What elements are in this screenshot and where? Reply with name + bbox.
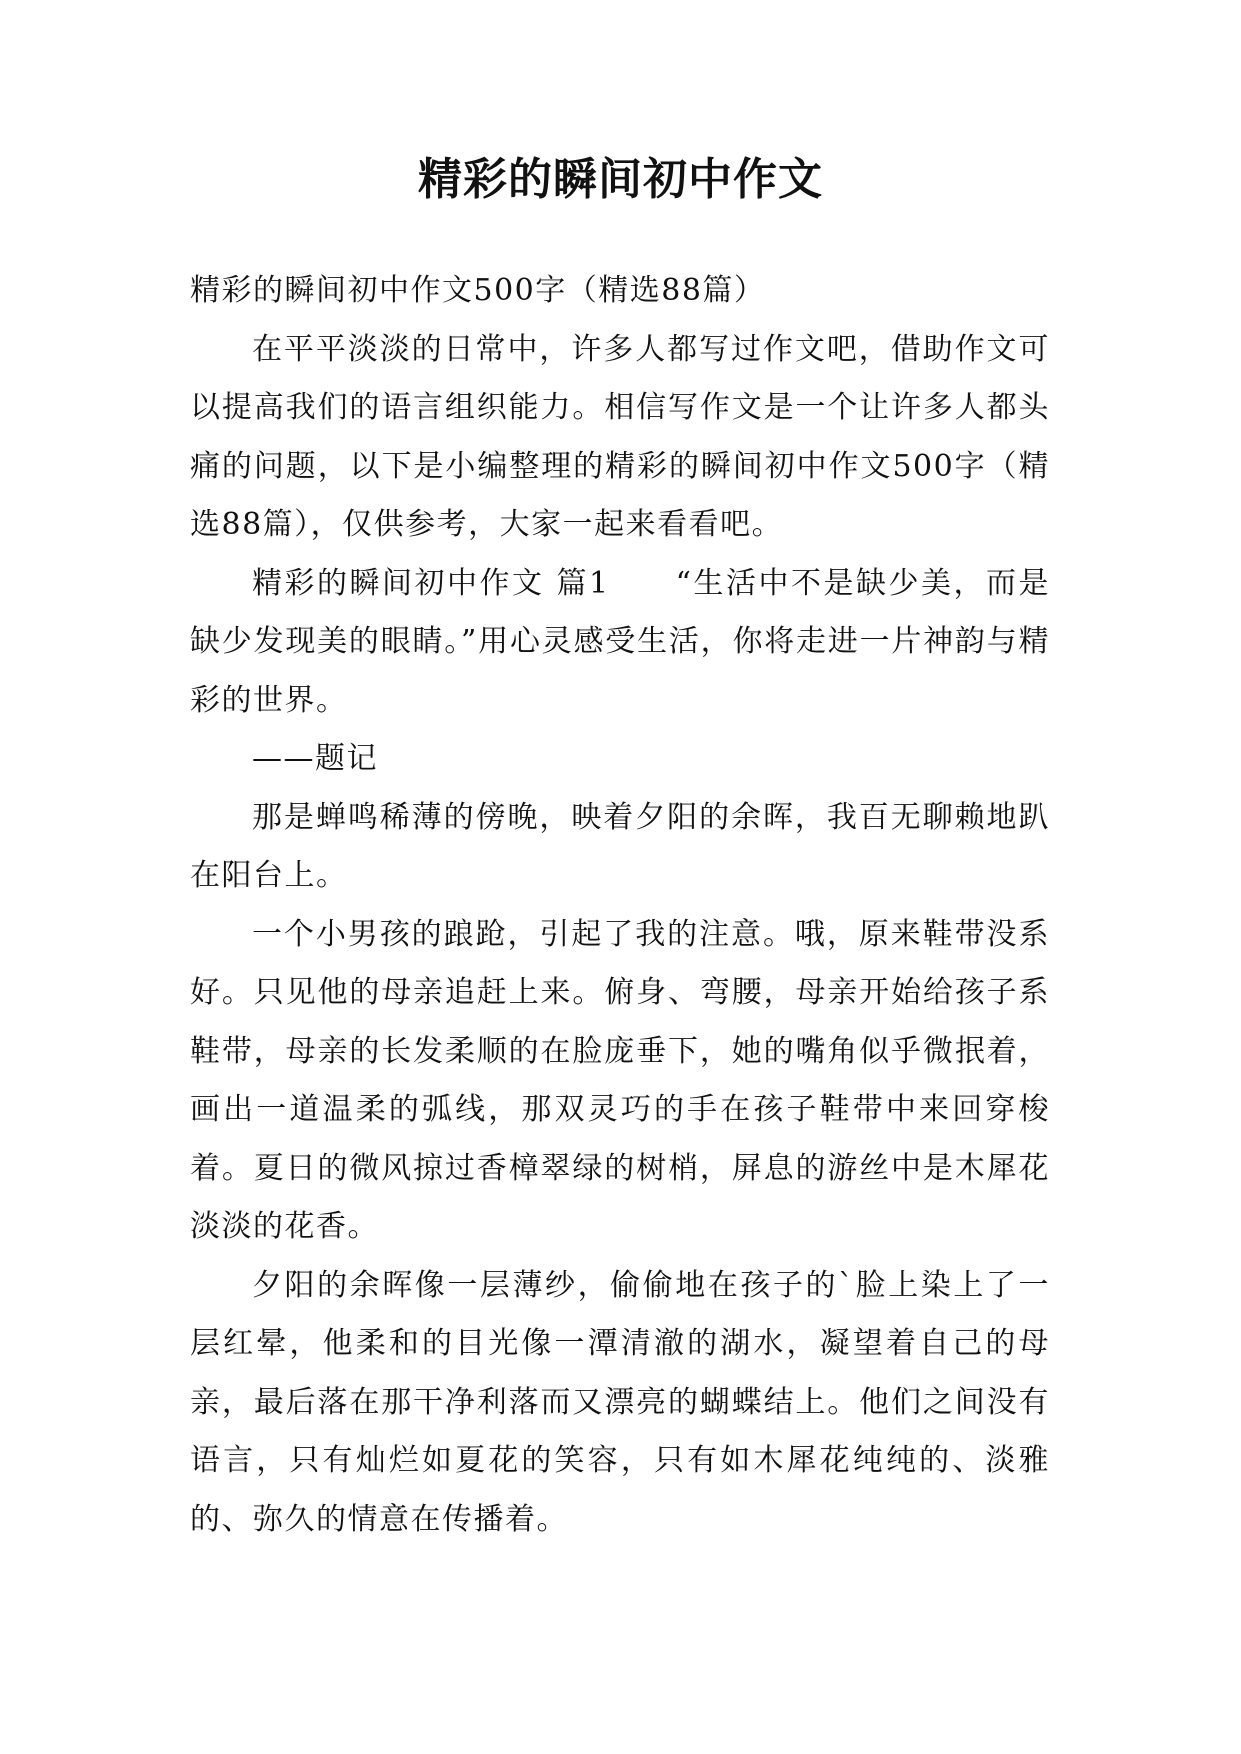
document-subtitle: 精彩的瞬间初中作文500字（精选88篇） (190, 273, 766, 308)
essay-paragraph-2: 一个小男孩的踉跄，引起了我的注意。哦，原来鞋带没系好。只见他的母亲追赶上来。俯身、弯腰，母亲开始给孩子系鞋带，母亲的长发柔顺的在脸庞垂下，她的嘴角似乎微抿着，画出一道温柔的弧线，那双灵巧的手在孩子鞋带中来回穿梭着。夏日的微风掠过香樟翠绿的树梢，屏息的游丝中是木犀花淡淡的花香。 (190, 916, 1050, 1244)
intro-paragraph: 在平平淡淡的日常中，许多人都写过作文吧，借助作文可以提高我们的语言组织能力。相信写作文是一个让许多人都头痛的问题，以下是小编整理的精彩的瞬间初中作文500字（精选88篇），仅供参考，大家一起来看看吧。 (190, 331, 1050, 542)
essay-opening-paragraph (190, 555, 1050, 731)
essay-paragraph-3: 夕阳的余晖像一层薄纱，偷偷地在孩子的`脸上染上了一层红晕，他柔和的目光像一潭清澈的湖水，凝望着自己的母亲，最后落在那干净利落而又漂亮的蝴蝶结上。他们之间没有语言，只有灿烂如夏花的笑容，只有如木犀花纯纯的、淡雅的、弥久的情意在传播着。 (190, 1267, 1050, 1537)
epigraph: ——题记 (252, 741, 378, 776)
document-body (190, 262, 1050, 1549)
document-title: 精彩的瞬间初中作文 (418, 154, 823, 205)
essay-quote: “生活中不是缺少美，而是缺少发现美的眼睛。”用心灵感受生活，你将走进一片神韵与精彩的世界。 (190, 565, 1050, 718)
essay-heading: 精彩的瞬间初中作文 篇1 (252, 565, 610, 601)
essay-paragraph-1: 那是蝉鸣稀薄的傍晚，映着夕阳的余晖，我百无聊赖地趴在阳台上。 (190, 799, 1050, 893)
